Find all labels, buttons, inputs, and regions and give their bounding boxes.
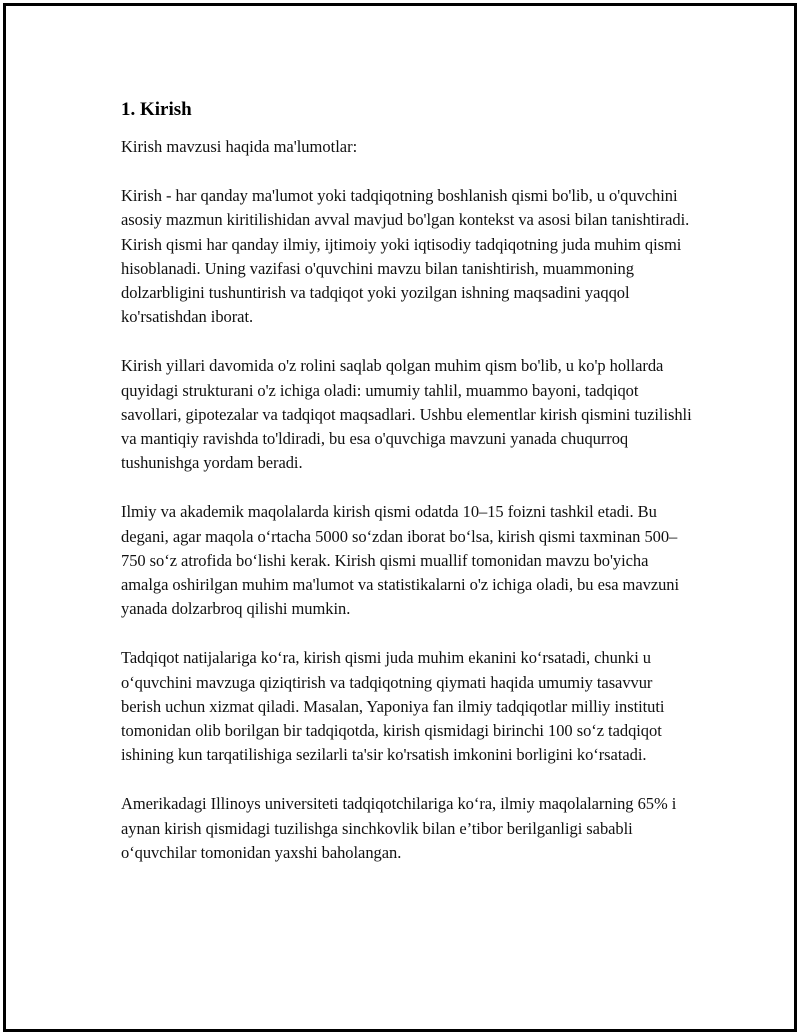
paragraph-proportion: Ilmiy va akademik maqolalarda kirish qismi odatda 10–15 foizni tashkil etadi. Bu degani, agar maqola o‘rtacha 5000 so‘zdan iborat bo‘lsa, kirish qismi taxminan 500–750 so‘z atrofida bo‘lishi kerak. Kirish qismi muallif tomonidan mavzu bo'yicha amalga oshirilgan muhim ma'lumot va statistikalarni o'z ichiga oladi, bu esa mavzuni yanada dolzarbroq qilishi mumkin.: [121, 502, 680, 619]
page-frame: [3, 3, 797, 1032]
paragraph-research-findings: Tadqiqot natijalariga ko‘ra, kirish qismi juda muhim ekanini ko‘rsatadi, chunki u o‘quvchini mavzuga qiziqtirish va tadqiqotning qiymati haqida umumiy tasavvur berish uchun xizmat qiladi. Masalan, Yaponiya fan ilmiy tadqiqotlar milliy instituti tomonidan olib borilgan bir tadqiqotda, kirish qismidagi birinchi 100 so‘z tadqiqot ishining kun tarqatilishiga sezilarli ta'sir ko'rsatish imkonini borligini ko‘rsatadi.: [121, 648, 665, 765]
paragraph-structure: Kirish yillari davomida o'z rolini saqlab qolgan muhim qism bo'lib, u ko'p hollarda quyidagi strukturani o'z ichiga oladi: umumiy tahlil, muammo bayoni, tadqiqot savollari, gipotezalar va tadqiqot maqsadlari. Ushbu elementlar kirish qismini tuzilishli va mantiqiy ravishda to'ldiradi, bu esa o'quvchiga mavzuni yanada chuqurroq tushunishga yordam beradi.: [121, 356, 692, 473]
paragraph-illinois-study: Amerikadagi Illinoys universiteti tadqiqotchilariga ko‘ra, ilmiy maqolalarning 65% i aynan kirish qismidagi tuzilishga sinchkovlik bilan e’tibor berilganligi sababli o‘quvchilar tomonidan yaxshi baholangan.: [121, 794, 677, 862]
paragraph-definition: Kirish - har qanday ma'lumot yoki tadqiqotning boshlanish qismi bo'lib, u o'quvchini asosiy mazmun kiritilishidan avval mavjud bo'lgan kontekst va asosi bilan tanishtiradi. Kirish qismi har qanday ilmiy, ijtimoiy yoki iqtisodiy tadqiqotning juda muhim qismi hisoblanadi. Uning vazifasi o'quvchini mavzu bilan tanishtirish, muammoning dolzarbligini tushuntirish va tadqiqot yoki yozilgan ishning maqsadini yaqqol ko'rsatishdan iborat.: [121, 186, 690, 327]
section-heading: 1. Kirish: [121, 99, 192, 120]
document-body: [121, 98, 696, 865]
intro-line: Kirish mavzusi haqida ma'lumotlar:: [121, 137, 358, 156]
